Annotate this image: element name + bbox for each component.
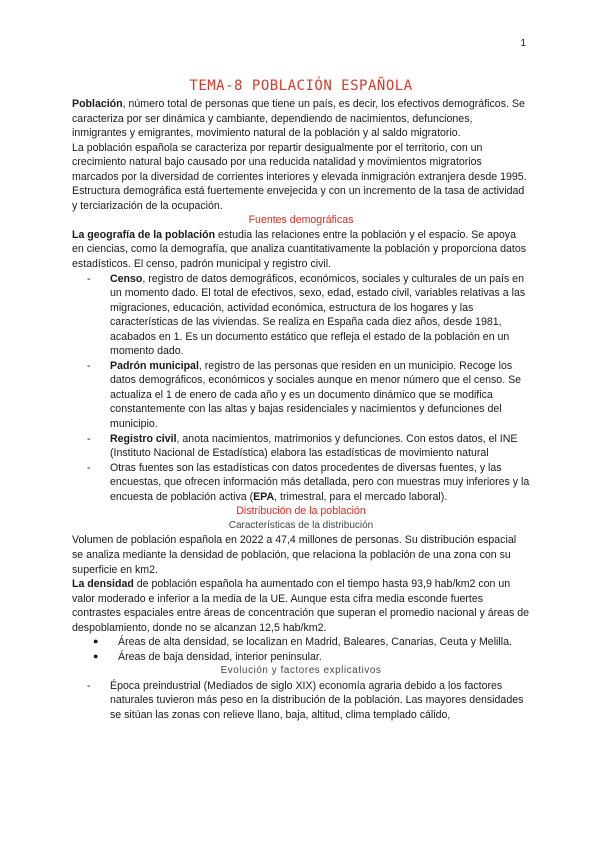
list-item-padron (72, 359, 530, 432)
structure-paragraph: Estructura demográfica está fuertemente envejecida y con un incremento de la tasa de actividad y terciarización de la ocupación. (72, 185, 525, 212)
distribution-paragraph: La población española se caracteriza por repartir desigualmente por el territorio, con un crecimiento natural bajo causado por una reducida natalidad y movimientos migratorios marcados por la diversidad de corrientes interiores y elevada inmigración extranjera desde 1995. (72, 141, 527, 183)
item-text: , trimestral, para el mercado laboral). (274, 490, 448, 503)
density-paragraph (72, 577, 530, 635)
volume-paragraph: Volumen de población española en 2022 a 47,4 millones de personas. Su distribución espacial se analiza mediante la densidad de población, que relaciona la población de una zona con su superficie en km2. (72, 534, 517, 576)
geography-term: La geografía de la población (72, 228, 216, 241)
dash-marker: - (87, 461, 91, 474)
intro-text: , número total de personas que tiene un país, es decir, los efectivos demográficos. Se caracteriza por ser dinámica y cambiante, dependiendo de nacimientos, defunciones, inmigrantes y emigrantes, movimiento natural de la población y al saldo migratorio. (72, 98, 525, 140)
page-number: 1 (520, 38, 526, 49)
list-item-registro (72, 432, 530, 461)
density-text: de población española ha aumentado con el tiempo hasta 93,9 hab/km2 con un valor moderado e inferior a la media de la UE. Aunque esta cifra media esconde fuertes contrastes espaciales entre áreas de concentración que superan el promedio nacional y áreas de despoblamiento, donde no se alcanzan 12,5 hab/km2. (72, 578, 529, 634)
geography-text: estudia las relaciones entre la población y el espacio. Se apoya en ciencias, como la demografía, que analiza cuantitativamente la población y proporciona datos estadísticos. El censo, padrón municipal y registro civil. (72, 228, 527, 271)
dash-marker: - (87, 272, 91, 285)
document-body (72, 76, 530, 723)
item-pre-text: Otras fuentes son las estadísticas con datos procedentes de diversas fuentes, y las encuestas, que ofrecen información más detallada, pero con muestras muy inferiores y la encuesta de población activa ( (110, 461, 530, 503)
subsection-heading-evolution: Evolución y factores explicativos (220, 665, 382, 677)
list-item-low-density (72, 650, 530, 665)
item-text: Época preindustrial (Mediados de siglo XIX) economía agraria debido a los factores naturales tuvieron más peso en la distribución de la población. Las mayores densidades se sitúan las zonas con relieve llano, baja, altitud, clima templado cálido, (110, 679, 524, 721)
sources-list (72, 272, 530, 505)
item-text: , anota nacimientos, matrimonios y defunciones. Con estos datos, el INE (Instituto Nacional de Estadística) elabora las estadísticas de movimiento natural (110, 432, 518, 460)
subsection-heading-characteristics: Características de la distribución (228, 519, 374, 531)
item-text: , registro de datos demográficos, económicos, sociales y culturales de un país en un momento dado. El total de efectivos, sexo, edad, estado civil, variables relativas a las migraciones, educación, actividad económica, estructura de los hogares y las características de las viviendas. Se realiza en España cada diez años, desde 1981, acabados en 1. Es un documento estático que refleja el estado de la población en un momento dado. (110, 272, 526, 358)
dash-marker: - (87, 679, 91, 692)
intro-paragraph (72, 97, 530, 141)
section-heading-distribution: Distribución de la población (236, 505, 366, 518)
item-text: Áreas de alta densidad, se localizan en Madrid, Baleares, Canarias, Ceuta y Melilla. (118, 636, 512, 649)
item-term: EPA (253, 490, 275, 503)
dash-marker: - (87, 432, 91, 445)
bullet-icon: ● (93, 636, 99, 647)
evolution-list (72, 679, 530, 723)
bullet-icon: ● (93, 650, 99, 661)
dash-marker: - (87, 359, 91, 372)
item-term: Padrón municipal (110, 359, 199, 372)
item-term: Registro civil (110, 432, 177, 445)
item-term: Censo (110, 272, 143, 285)
item-text: Áreas de baja densidad, interior peninsular. (118, 650, 322, 663)
list-item-high-density (72, 635, 530, 650)
list-item-censo (72, 272, 530, 359)
document-title: TEMA-8 POBLACIÓN ESPAÑOLA (189, 78, 413, 94)
density-term: La densidad (72, 578, 134, 591)
geography-paragraph (72, 228, 530, 272)
intro-term: Población (72, 98, 123, 110)
item-text: , registro de las personas que residen en un municipio. Recoge los datos demográficos, económicos y sociales aunque en menor número que el censo. Se actualiza el 1 de enero de cada año y es un documento dinámico que se modifica constantemente con las altas y bajas residenciales y nacimientos y defunciones del municipio. (110, 359, 522, 431)
list-item-otras-fuentes (72, 461, 530, 505)
section-heading-sources: Fuentes demográficas (248, 214, 354, 227)
density-list (72, 635, 530, 664)
list-item-preindustrial (72, 679, 530, 723)
